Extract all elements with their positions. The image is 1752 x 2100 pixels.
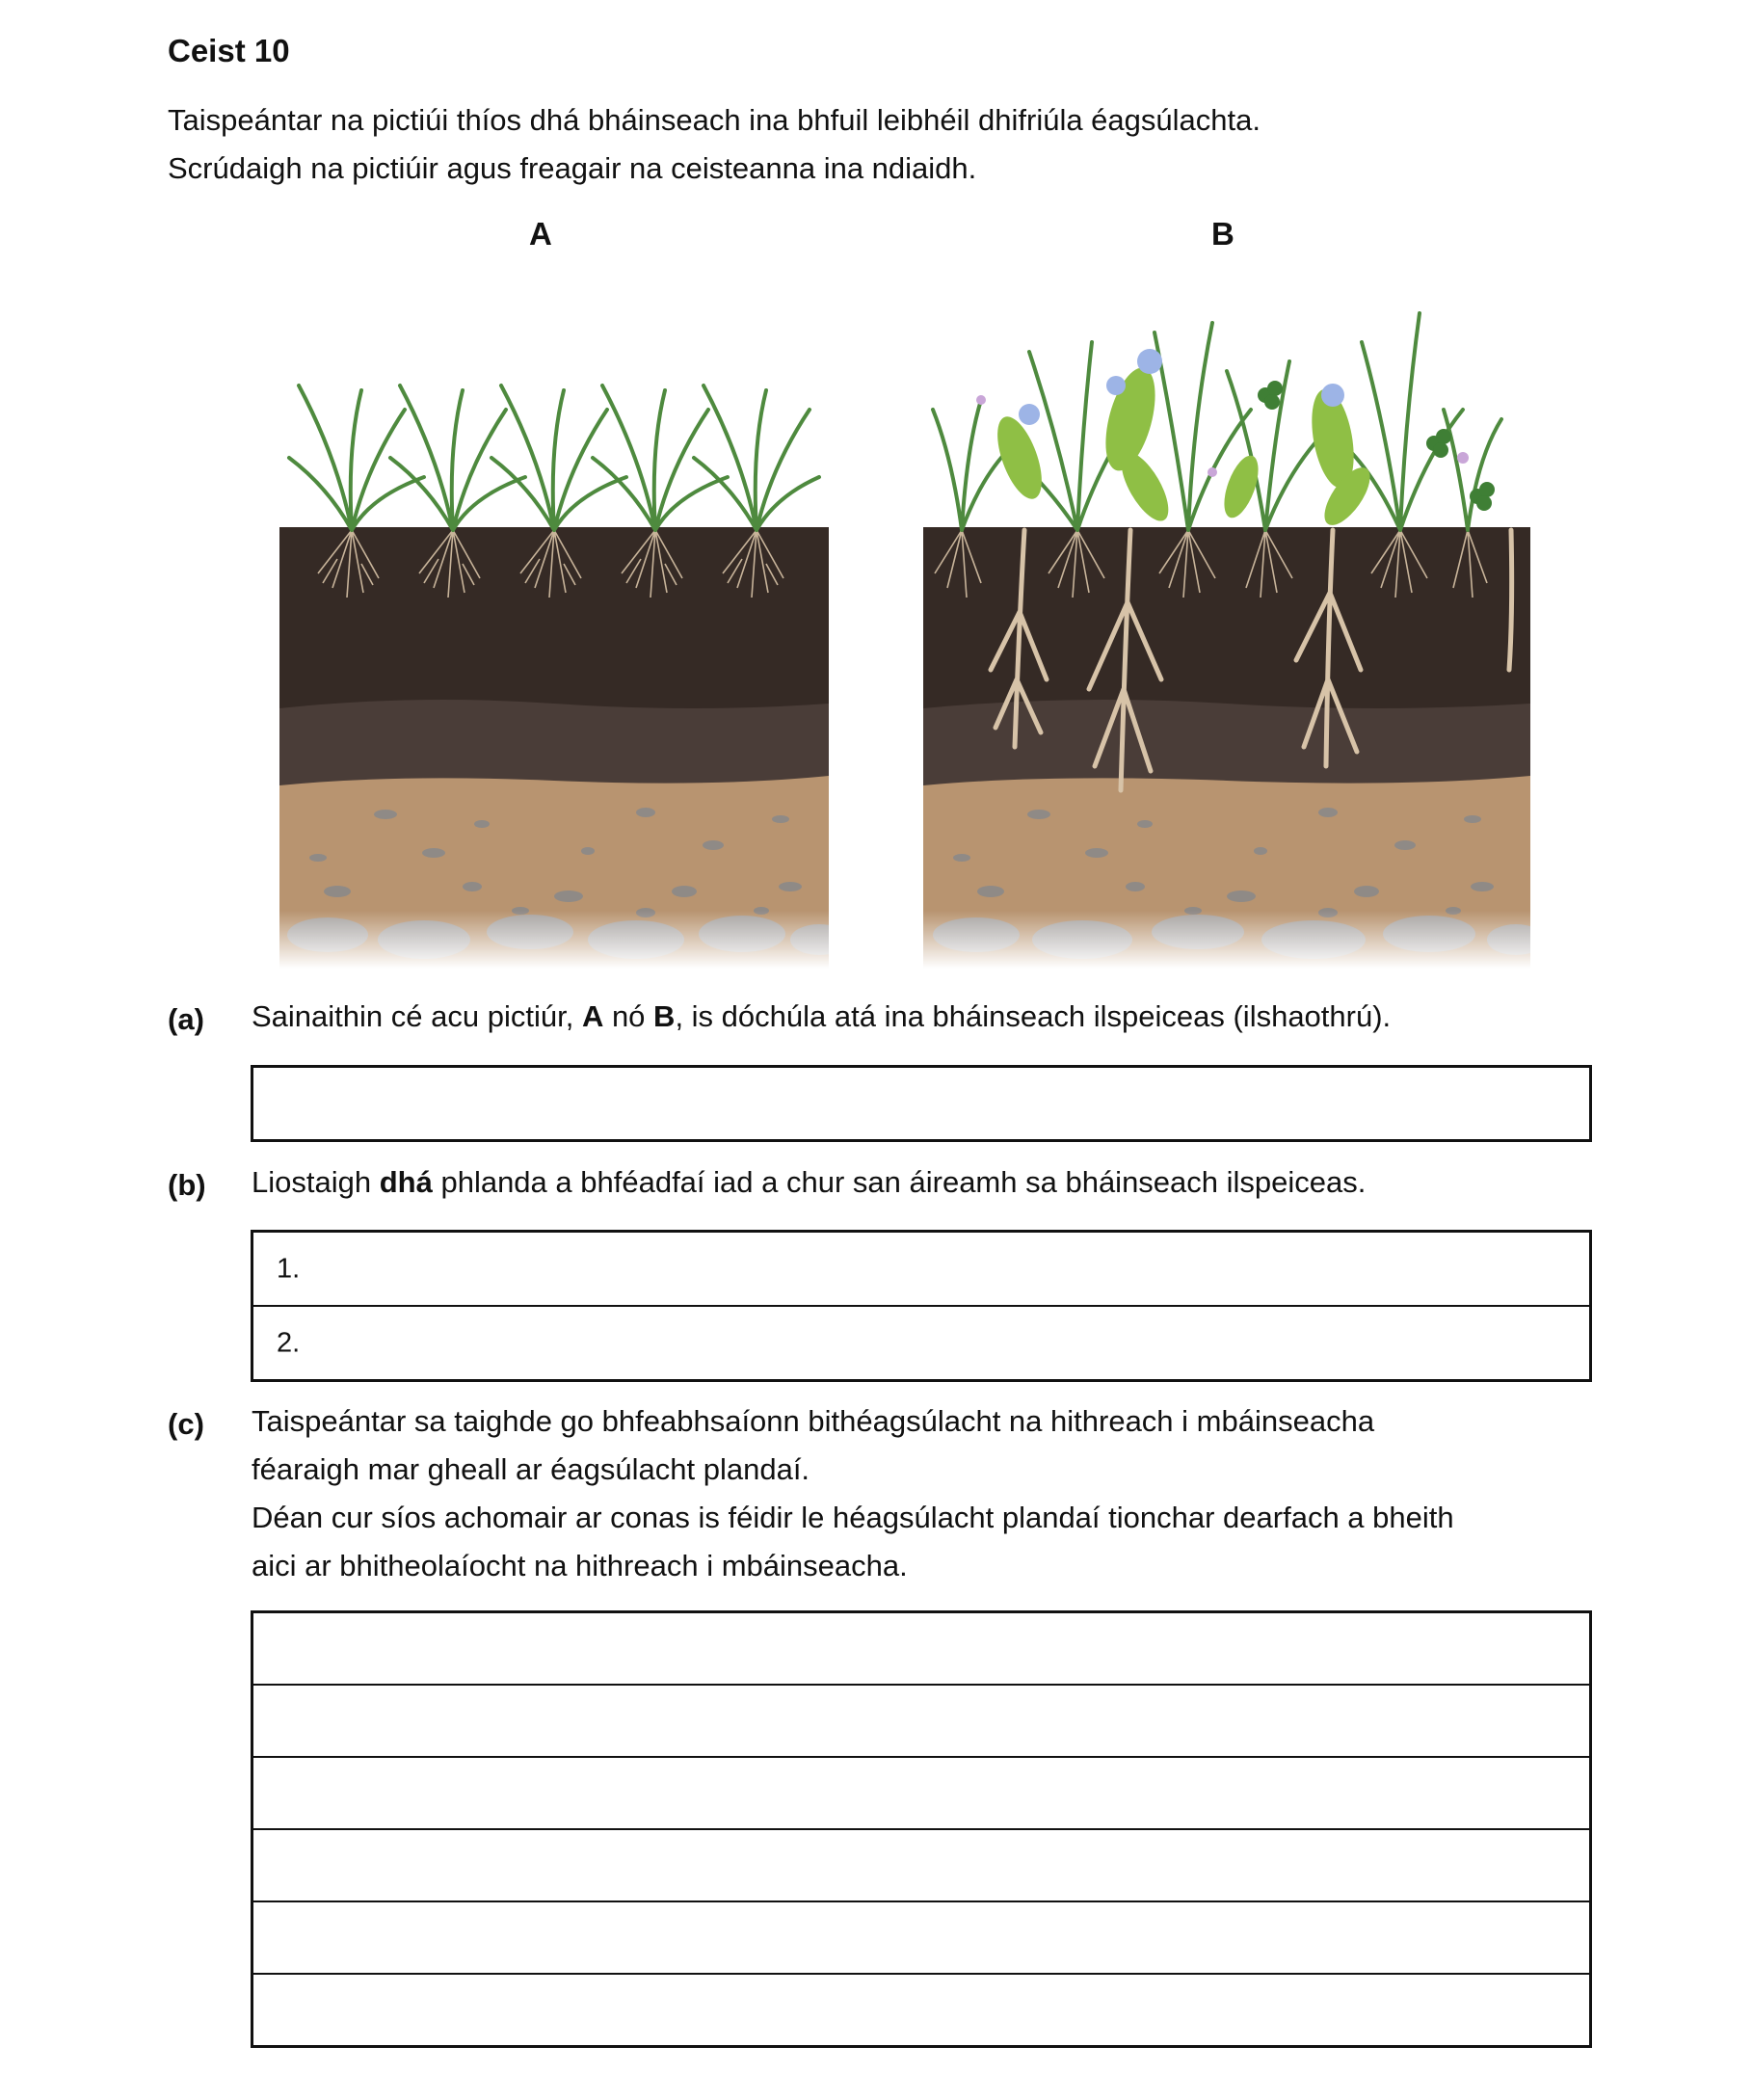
part-c-line-2: féaraigh mar gheall ar éagsúlacht plandaí. <box>252 1452 810 1486</box>
part-b-letter: (b) <box>168 1168 206 1202</box>
part-a-letter: (a) <box>168 1002 204 1036</box>
part-a-text-mid: nó <box>603 999 654 1033</box>
part-a-text-pre: Sainaithin cé acu pictiúr, <box>252 999 582 1033</box>
part-b-answer-box <box>251 1230 1592 1382</box>
part-b-bold: dhá <box>379 1165 433 1199</box>
intro-text <box>168 96 1261 193</box>
soil-layers <box>279 527 829 969</box>
intro-line-1: Taispeántar na pictiúi thíos dhá bháinseach ina bhfuil leibhéil dhifriúla éagsúlachta. <box>168 103 1261 137</box>
row-number: 1. <box>277 1253 301 1284</box>
part-b-text-post: phlanda a bhféadfaí iad a chur san áireamh sa bháinseach ilspeiceas. <box>432 1165 1367 1199</box>
part-b-answer-row-2[interactable] <box>253 1307 1589 1379</box>
figure-b-label: B <box>1211 216 1234 252</box>
part-c-question <box>252 1397 1601 1590</box>
part-c-answer-line[interactable] <box>253 1830 1589 1902</box>
part-c-answer-box <box>251 1610 1592 2048</box>
question-title: Ceist 10 <box>168 33 290 68</box>
mixed-grass-blades <box>933 313 1501 530</box>
part-c-line-4: aici ar bhitheolaíocht na hithreach i mbáinseacha. <box>252 1549 908 1582</box>
row-number: 2. <box>277 1327 301 1358</box>
part-c-line-1: Taispeántar sa taighde go bhfeabhsaíonn bithéagsúlacht na hithreach i mbáinseacha <box>252 1404 1375 1438</box>
part-a-answer-box[interactable] <box>251 1065 1592 1142</box>
part-b-question <box>252 1158 1601 1207</box>
part-a-bold-b: B <box>653 999 676 1033</box>
part-c-answer-line[interactable] <box>253 1758 1589 1830</box>
part-c-answer-line[interactable] <box>253 1613 1589 1686</box>
figure-b-multispecies-pasture <box>923 265 1530 969</box>
grass-blades <box>289 385 819 530</box>
part-c-answer-line[interactable] <box>253 1975 1589 2045</box>
figure-a-label: A <box>529 216 552 252</box>
figure-a-monoculture-pasture <box>279 371 829 969</box>
part-a-bold-a: A <box>581 999 604 1033</box>
part-c-answer-line[interactable] <box>253 1686 1589 1758</box>
part-c-line-3: Déan cur síos achomair ar conas is féidir le héagsúlacht plandaí tionchar dearfach a bheith <box>252 1501 1454 1534</box>
part-a-text-post: , is dóchúla atá ina bháinseach ilspeiceas (ilshaothrú). <box>675 999 1392 1033</box>
part-c-answer-line[interactable] <box>253 1902 1589 1975</box>
part-a-question <box>252 993 1601 1041</box>
part-b-answer-row-1[interactable] <box>253 1233 1589 1307</box>
part-b-text-pre: Liostaigh <box>252 1165 380 1199</box>
intro-line-2: Scrúdaigh na pictiúir agus freagair na ceisteanna ina ndiaidh. <box>168 151 977 185</box>
part-c-letter: (c) <box>168 1407 204 1441</box>
